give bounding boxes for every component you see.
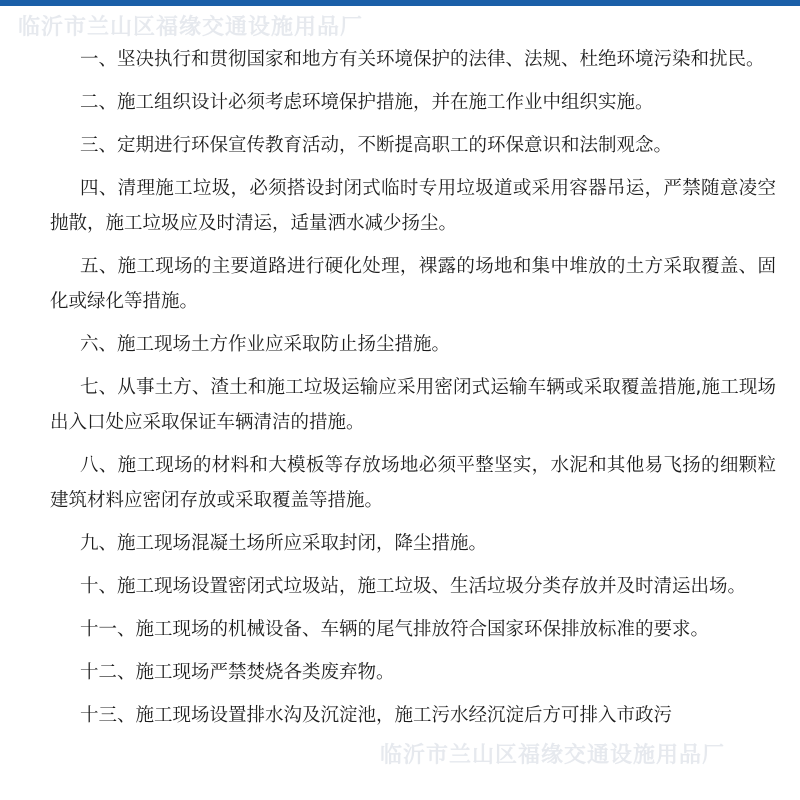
rule-item: 十三、施工现场设置排水沟及沉淀池，施工污水经沉淀后方可排入市政污: [80, 705, 673, 726]
rule-item: 八、施工现场的材料和大模板等存放场地必须平整坚实，水泥和其他易飞扬的细颗粒建筑材料应密闭存放或采取覆盖等措施。: [50, 455, 776, 511]
rule-item: 五、施工现场的主要道路进行硬化处理，裸露的场地和集中堆放的土方采取覆盖、固化或绿化等措施。: [50, 256, 776, 312]
rule-item: 二、施工组织设计必须考虑环境保护措施，并在施工作业中组织实施。: [80, 92, 654, 113]
rule-item: 四、清理施工垃圾，必须搭设封闭式临时专用垃圾道或采用容器吊运，严禁随意凌空抛散，施工垃圾应及时清运，适量洒水减少扬尘。: [50, 178, 776, 234]
rule-item: 三、定期进行环保宣传教育活动，不断提高职工的环保意识和法制观念。: [80, 135, 673, 156]
rule-item: 六、施工现场土方作业应采取防止扬尘措施。: [80, 334, 451, 355]
rule-item: 一、坚决执行和贯彻国家和地方有关环境保护的法律、法规、杜绝环境污染和扰民。: [80, 49, 765, 70]
top-color-bar: [0, 0, 800, 6]
rule-item: 十一、施工现场的机械设备、车辆的尾气排放符合国家环保排放标准的要求。: [80, 619, 710, 640]
watermark-bottom: 临沂市兰山区福缘交通设施用品厂: [380, 743, 726, 768]
rule-item: 十二、施工现场严禁焚烧各类废弃物。: [80, 662, 395, 683]
rule-item: 十、施工现场设置密闭式垃圾站，施工垃圾、生活垃圾分类存放并及时清运出场。: [80, 576, 747, 597]
rule-item: 七、从事土方、渣土和施工垃圾运输应采用密闭式运输车辆或采取覆盖措施,施工现场出入口处应采取保证车辆清洁的措施。: [50, 377, 776, 433]
watermark-top: 临沂市兰山区福缘交通设施用品厂: [18, 15, 364, 40]
rules-list: [50, 42, 776, 741]
rule-item: 九、施工现场混凝土场所应采取封闭，降尘措施。: [80, 533, 488, 554]
